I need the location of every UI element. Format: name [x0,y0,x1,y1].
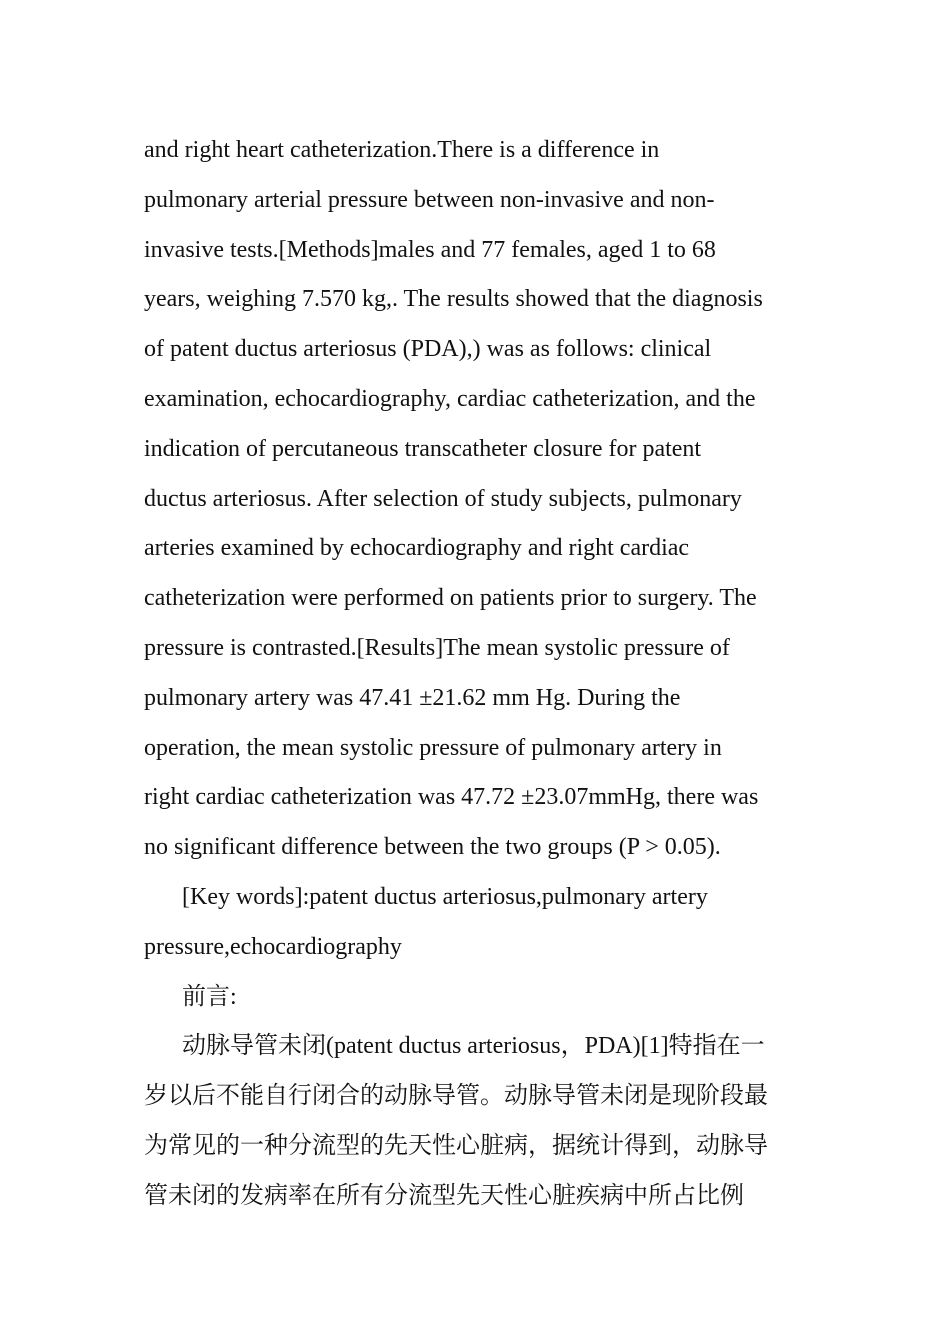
text-line: 为常见的一种分流型的先天性心脏病，据统计得到，动脉导 [144,1132,768,1159]
text-line: and right heart catheterization.There is a difference in [144,137,660,163]
body-text [144,128,814,1224]
text-line: invasive tests.[Methods]males and 77 females, aged 1 to 68 [144,236,716,263]
text-line: pulmonary arterial pressure between non-invasive and non- [144,186,715,213]
text-line: years, weighing 7.570 kg,. The results showed that the diagnosis [144,286,763,313]
text-line: pressure is contrasted.[Results]The mean systolic pressure of [144,634,730,661]
text-line: indication of percutaneous transcatheter closure for patent [144,435,702,462]
text-line: pressure,echocardiography [144,933,402,960]
text-line: pulmonary artery was 47.41 ±21.62 mm Hg. During the [144,684,681,711]
text-line: operation, the mean systolic pressure of pulmonary artery in [144,734,722,761]
text-line: no significant difference between the two groups (P > 0.05). [144,834,721,861]
text-line: 动脉导管未闭(patent ductus arteriosus，PDA)[1]特指在一 [182,1033,765,1060]
text-line: 前言: [182,983,237,1010]
text-line: ductus arteriosus. After selection of study subjects, pulmonary [144,485,742,512]
text-line: right cardiac catheterization was 47.72 ±23.07mmHg, there was [144,784,759,811]
text-line: examination, echocardiography, cardiac catheterization, and the [144,385,756,412]
text-line: 管未闭的发病率在所有分流型先天性心脏疾病中所占比例 [144,1182,744,1209]
text-line: 岁以后不能自行闭合的动脉导管。动脉导管未闭是现阶段最 [144,1083,768,1110]
text-line: of patent ductus arteriosus (PDA),) was as follows: clinical [144,336,712,363]
text-line: [Key words]:patent ductus arteriosus,pulmonary artery [182,883,708,910]
text-line: arteries examined by echocardiography and right cardiac [144,535,690,562]
text-line: catheterization were performed on patients prior to surgery. The [144,585,757,612]
